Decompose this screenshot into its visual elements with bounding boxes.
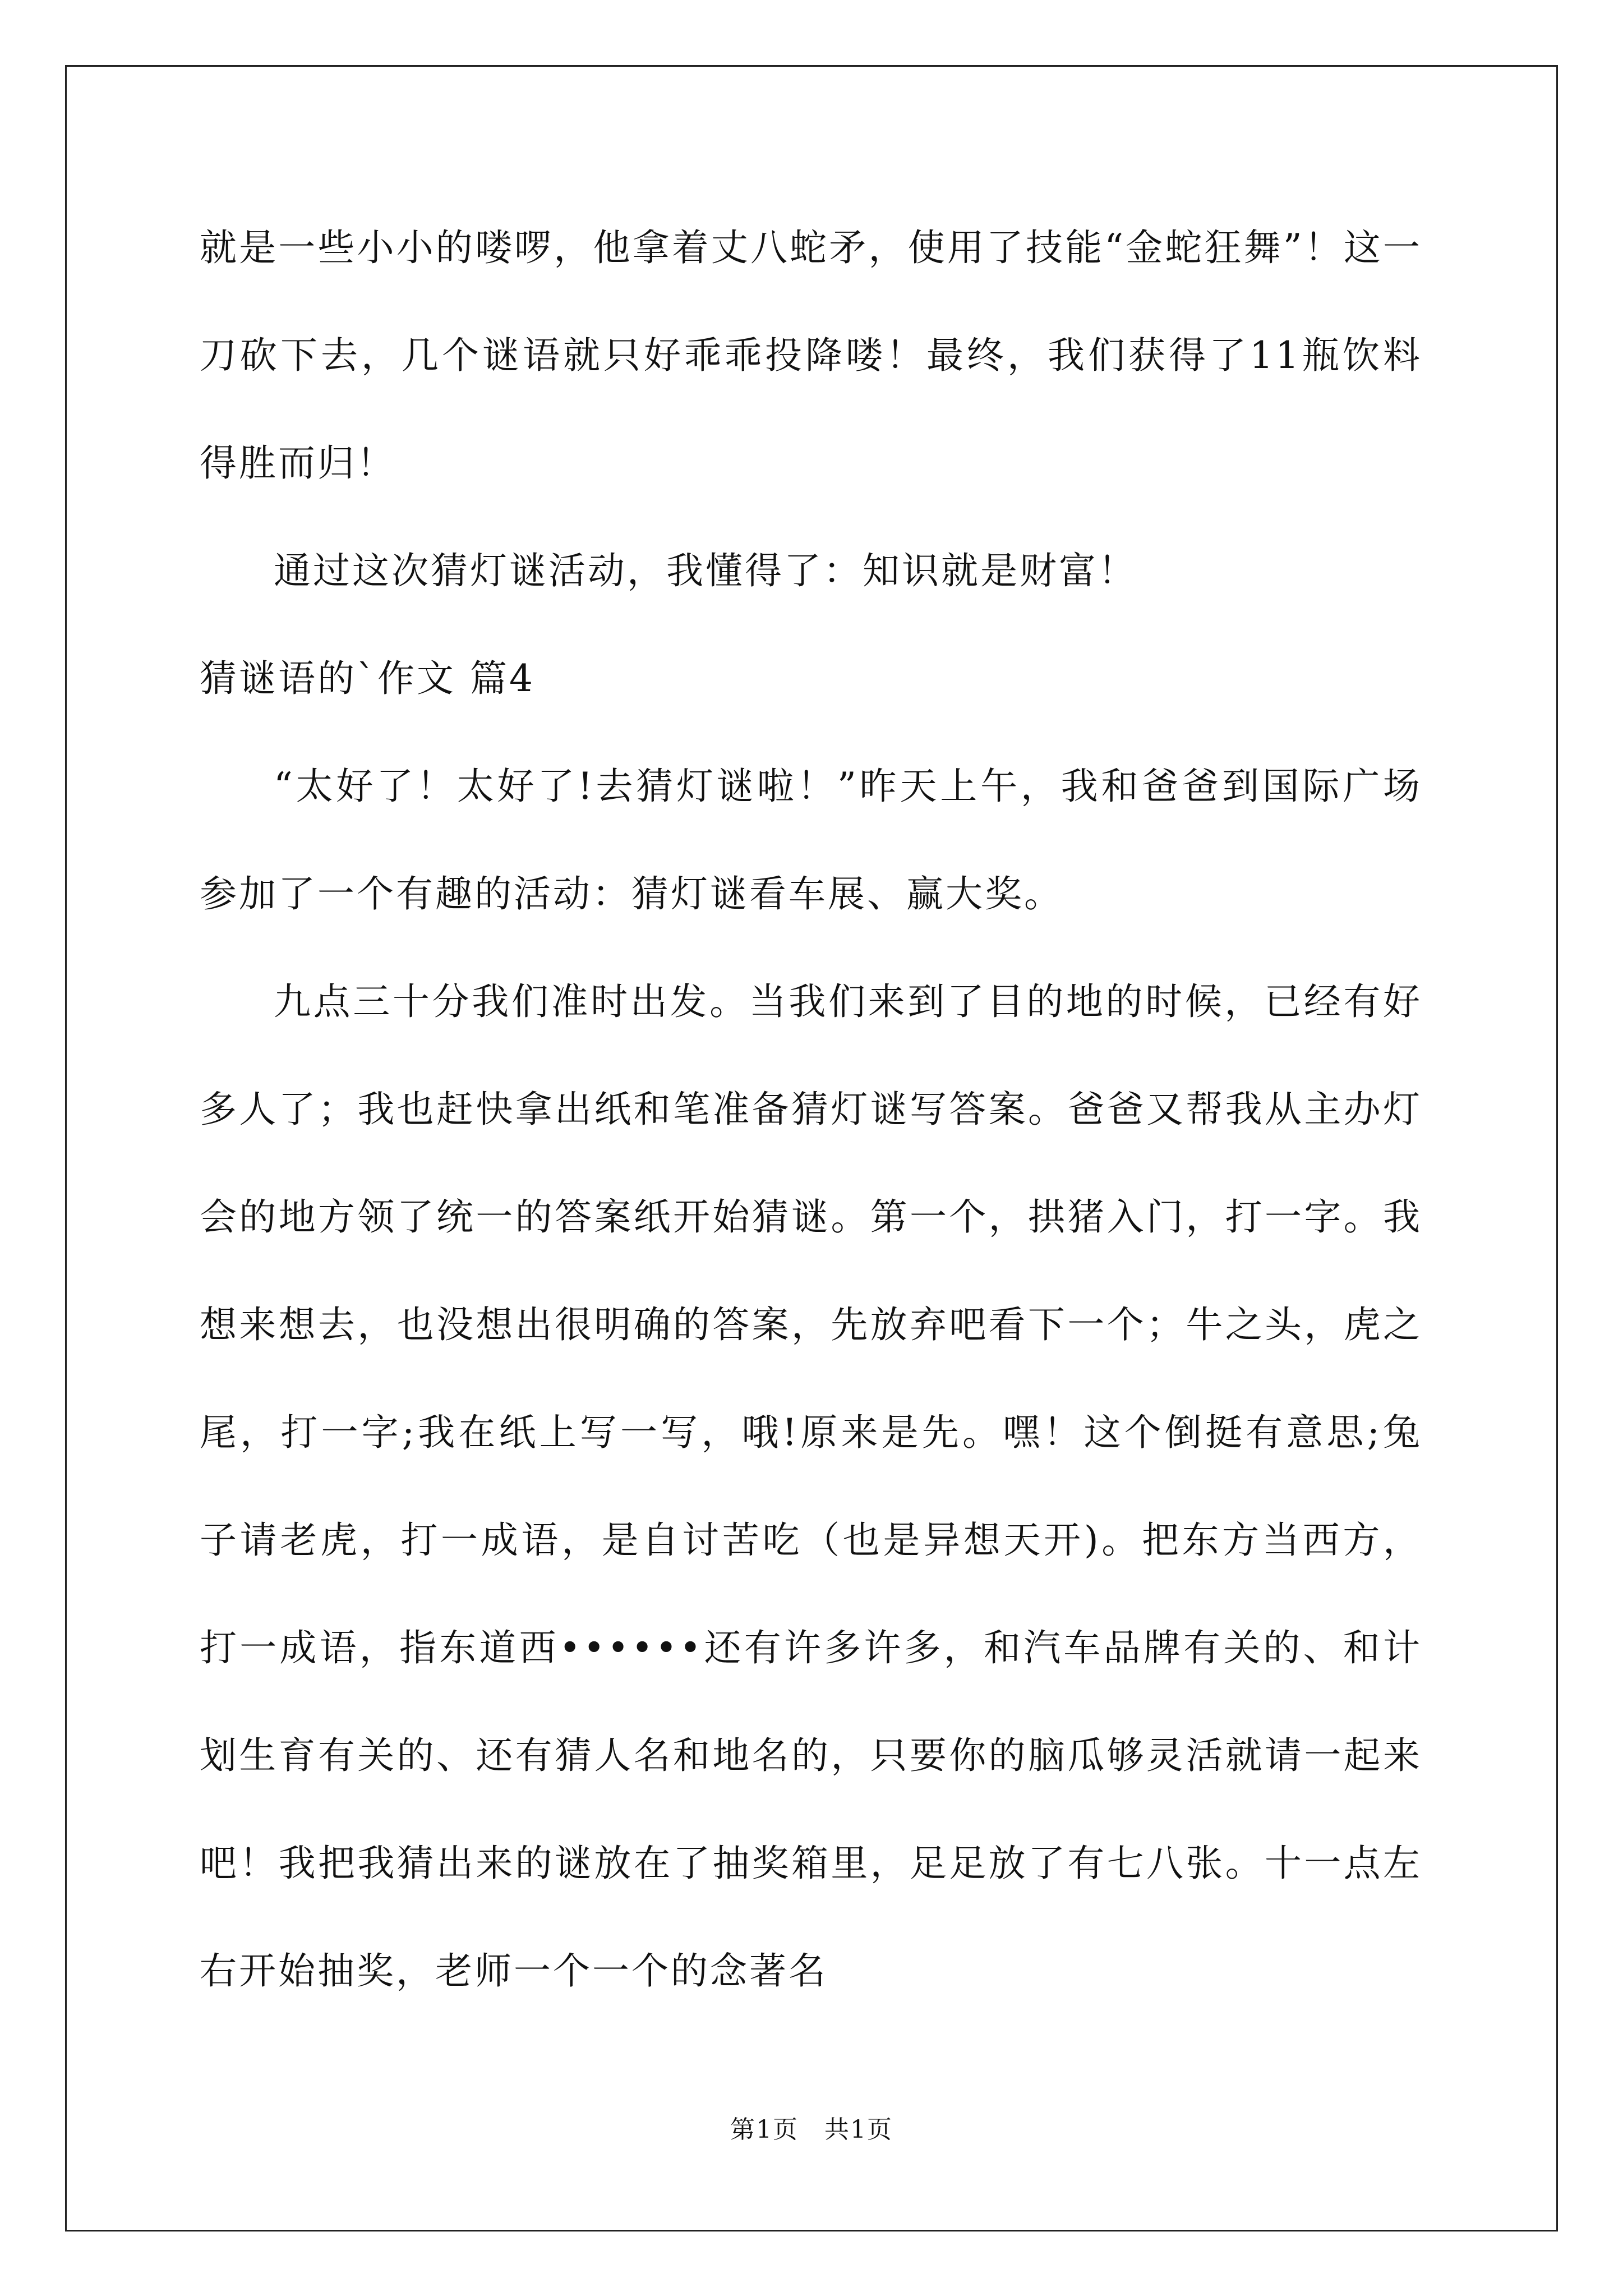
paragraph-main: 九点三十分我们准时出发。当我们来到了目的地的时候，已经有好多人了；我也赶快拿出纸和笔准备猜灯谜写答案。爸爸又帮我从主办灯会的地方领了统一的答案纸开始猜谜。第一个，拱猪入门，打一字。我想来想去，也没想出很明确的答案，先放弃吧看下一个；牛之头，虎之尾，打一字;我在纸上写一写，哦!原来是先。嘿！这个倒挺有意思;兔子请老虎，打一成语，是自讨苦吃（也是异想天开)。把东方当西方，打一成语，指东道西••••••还有许多许多，和汽车品牌有关的、和计划生育有关的、还有猜人名和地名的，只要你的脑瓜够灵活就请一起来吧！我把我猜出来的谜放在了抽奖箱里，足足放了有七八张。十一点左右开始抽奖，老师一个一个的念著名 — [200, 980, 1422, 1993]
document-body — [200, 194, 1422, 2025]
paragraph-intro: “太好了！太好了!去猜灯谜啦！”昨天上午，我和爸爸到国际广场参加了一个有趣的活动：猜灯谜看车展、赢大奖。 — [200, 765, 1422, 915]
section-heading: 猜谜语的`作文 篇4 — [200, 657, 535, 700]
paragraph-continuation: 就是一些小小的喽啰，他拿着丈八蛇矛，使用了技能“金蛇狂舞”！这一刀砍下去，几个谜语就只好乖乖投降喽！最终，我们获得了11瓶饮料得胜而归！ — [200, 226, 1422, 485]
page-footer: 第1页 共1页 — [730, 2115, 893, 2144]
paragraph-conclusion: 通过这次猜灯谜活动，我懂得了：知识就是财富！ — [274, 549, 1137, 592]
